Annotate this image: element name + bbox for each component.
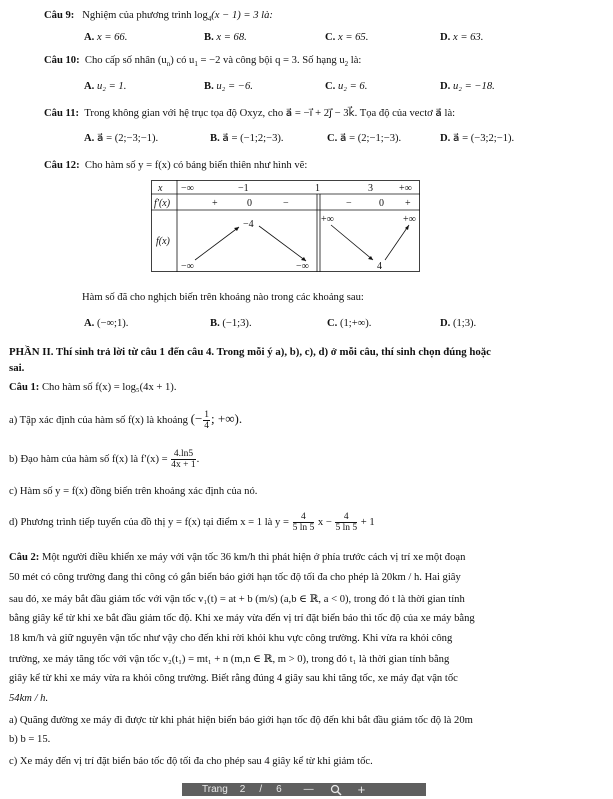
- c2-a: a) Quãng đường xe máy đi được từ khi phát hiện biển báo giới hạn tốc độ đến khi bắt đầu giảm tốc độ là 20m: [9, 715, 473, 726]
- c2-line-4: bằng giây kể từ khi xe bắt đầu giảm tốc độ. Khi xe máy vừa đến vị trí đặt biển báo thì tốc độ của xe máy bằng: [9, 613, 475, 624]
- q9-option-a: A. x = 66.: [84, 32, 128, 43]
- vt-row-f: f(x): [156, 236, 170, 247]
- vt-sign-4: −: [346, 198, 352, 209]
- q11-option-a: A. a⃗ = (2;−3;−1).: [84, 133, 159, 144]
- part2-heading: PHẦN II. Thí sinh trả lời từ câu 1 đến câu 4. Trong mỗi ý a), b), c), d) ở mỗi câu, thí sinh chọn đúng hoặc: [9, 346, 491, 358]
- vt-sign-6: +: [405, 198, 411, 209]
- vt-sign-5: 0: [379, 198, 384, 209]
- q9-option-b: B. x = 68.: [204, 32, 247, 43]
- c1-text: Cho hàm số f(x) = log₅(4x + 1).: [41, 382, 177, 393]
- c1-a: a) Tập xác định của hàm số f(x) là khoảng (− $\frac{1}{4}$ ; +∞).: [9, 410, 243, 431]
- page-total: 6: [276, 784, 282, 795]
- q12-label: Câu 12:: [44, 160, 80, 171]
- q10-text-end: là:: [348, 55, 362, 66]
- vt-x-2: −1: [238, 183, 249, 194]
- vt-sign-1: +: [212, 198, 218, 209]
- q9-text2: (x − 1) = 3 là:: [211, 10, 273, 21]
- c2-label: Câu 2:: [9, 552, 40, 563]
- c1-line: [9, 382, 176, 393]
- vt-x-4: 3: [368, 183, 373, 194]
- variation-table: [151, 180, 420, 272]
- vt-x-1: −∞: [181, 183, 194, 194]
- q12-option-d: D. (1;3).: [440, 318, 477, 329]
- c2-b: b) b = 15.: [9, 734, 51, 745]
- zoom-in-button[interactable]: +: [357, 782, 366, 797]
- part2-heading-2: sai.: [9, 362, 25, 374]
- q12-option-c: C. (1;+∞).: [327, 318, 372, 329]
- q11-option-d: D. a⃗ = (−3;2;−1).: [440, 133, 515, 144]
- zoom-out-button[interactable]: —: [303, 784, 314, 795]
- q10-text: Cho cấp số nhân (u: [84, 55, 167, 66]
- q12-text: Cho hàm số y = f(x) có bảng biến thiên như hình vẽ:: [84, 160, 308, 171]
- vt-x-5: +∞: [399, 183, 412, 194]
- q11-option-c: C. a⃗ = (2;−1;−3).: [327, 133, 402, 144]
- q11-label: Câu 11:: [44, 108, 80, 119]
- vt-f-pinf-left: +∞: [321, 214, 334, 225]
- q12-option-a: A. (−∞;1).: [84, 318, 129, 329]
- q10-option-d: D. u₂ = −18.: [440, 81, 495, 92]
- q12-option-b: B. (−1;3).: [210, 318, 252, 329]
- q10-text-mid: ) có u: [170, 55, 195, 66]
- q10-line: Câu 10: Cho cấp số nhân $(u_n)$ có $u_1 = -2$ và công bội q = 3. Số hạng $u_2$ là:: [44, 55, 362, 69]
- q10-text-mid2: = −2 và công bội q = 3. Số hạng u: [197, 55, 345, 66]
- q10-option-a: A. u₂ = 1.: [84, 81, 127, 92]
- c1-c: c) Hàm số y = f(x) đồng biến trên khoảng xác định của nó.: [9, 486, 258, 497]
- c1-label: Câu 1:: [9, 382, 40, 393]
- vt-row-fp: f′(x): [154, 198, 171, 209]
- pdf-viewer-toolbar: [182, 783, 426, 796]
- c2-line-3: sau đó, xe máy bắt đầu giảm tốc với vận tốc v₁(t) = at + b (m/s) (a,b ∈ ℝ, a < 0), trong đó t là thời gian tính: [9, 594, 465, 605]
- q10-label: Câu 10:: [44, 55, 80, 66]
- q10-option-b: B. u₂ = −6.: [204, 81, 253, 92]
- c2-line-5: 18 km/h và giữ nguyên vận tốc như vậy cho đến khi rời khỏi khu vực công trường. Khi vừa ra khỏi công: [9, 633, 453, 644]
- q9-text: Nghiệm của phương trình log: [82, 10, 208, 21]
- page-number-input[interactable]: 2: [239, 784, 246, 795]
- vt-f-minf-right: −∞: [296, 261, 309, 272]
- c2-line-1: Câu 2: Một người điều khiển xe máy với vận tốc 36 km/h thì phát hiện ở phía trước cách vị trí xe một đoạn: [9, 552, 466, 563]
- q9-option-c: C. x = 65.: [325, 32, 369, 43]
- c2-c: c) Xe máy đến vị trí đặt biển báo tốc độ tối đa cho phép sau 4 giây kể từ khi giảm tốc.: [9, 756, 373, 767]
- q9-line: [44, 10, 273, 23]
- c1-d: d) Phương trình tiếp tuyến của đồ thị y = f(x) tại điểm x = 1 là y = $\frac{4}{5 \ln 5}$ x − $\frac{4}{5 \ln 5}$ + 1: [9, 512, 375, 533]
- c2-line-7: giây kể từ khi xe máy vừa ra khỏi công trường. Biết rằng đúng 4 giây sau khi tăng tốc, xe máy đạt vận tốc: [9, 673, 458, 684]
- magnifier-icon[interactable]: [330, 784, 342, 796]
- vt-f-pinf-right: +∞: [403, 214, 416, 225]
- page-separator: /: [259, 784, 263, 795]
- vt-sign-2: 0: [247, 198, 252, 209]
- q10-option-c: C. u₂ = 6.: [325, 81, 368, 92]
- q12-question: Hàm số đã cho nghịch biến trên khoảng nào trong các khoảng sau:: [82, 292, 364, 303]
- vt-x-3: 1: [315, 183, 320, 194]
- vt-row-x: x: [158, 183, 163, 194]
- vt-f-minf-left: −∞: [181, 261, 194, 272]
- vt-f-min: 4: [377, 261, 382, 272]
- q9-option-d: D. x = 63.: [440, 32, 484, 43]
- c1-b: b) Đạo hàm của hàm số f(x) là f′(x) = $\frac{4.\ln 5}{4x + 1}$ .: [9, 449, 200, 470]
- c2-line-8: 54km / h.: [9, 693, 49, 704]
- vt-sign-3: −: [283, 198, 289, 209]
- c2-line-2: 50 mét có công trường đang thi công có gắn biển báo giới hạn tốc độ tối đa cho phép là 20km / h. Hai giây: [9, 572, 461, 583]
- q11-line: [44, 107, 455, 119]
- q11-text: Trong không gian với hệ trục tọa độ Oxyz, cho a⃗ = −i⃗ + 2j⃗ − 3k⃗. Tọa độ của vectơ a⃗ là:: [84, 108, 456, 119]
- q12-line: [44, 160, 307, 171]
- q9-sub: 4: [207, 15, 212, 24]
- q9-label: Câu 9:: [44, 10, 75, 21]
- q11-option-b: B. a⃗ = (−1;2;−3).: [210, 133, 284, 144]
- c2-line-6: trường, xe máy tăng tốc với vận tốc v₂(t₁) = mt₁ + n (m,n ∈ ℝ, m > 0), trong đó t₁ là thời gian tính bằng: [9, 654, 450, 665]
- page-label: Trang: [202, 784, 228, 795]
- vt-f-max: −4: [243, 219, 254, 230]
